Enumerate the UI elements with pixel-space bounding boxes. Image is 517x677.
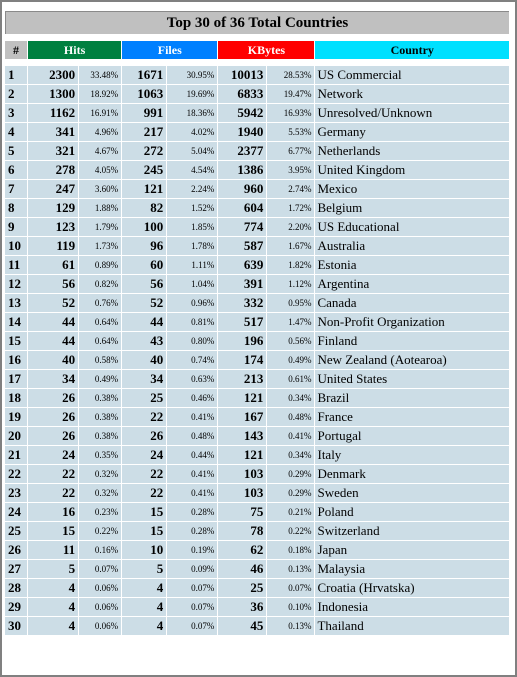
- cell-files-pct: 1.52%: [167, 199, 217, 217]
- cell-files-pct: 0.48%: [167, 427, 217, 445]
- cell-hits-pct: 0.64%: [79, 332, 121, 350]
- cell-hits: 2300: [28, 66, 78, 84]
- cell-kbytes-pct: 19.47%: [267, 85, 314, 103]
- cell-files: 60: [122, 256, 166, 274]
- cell-hits: 44: [28, 313, 78, 331]
- cell-kbytes: 78: [218, 522, 266, 540]
- cell-hits: 34: [28, 370, 78, 388]
- cell-kbytes-pct: 28.53%: [267, 66, 314, 84]
- cell-hits: 56: [28, 275, 78, 293]
- cell-kbytes-pct: 1.72%: [267, 199, 314, 217]
- cell-kbytes-pct: 0.21%: [267, 503, 314, 521]
- cell-files-pct: 1.85%: [167, 218, 217, 236]
- cell-hits-pct: 4.96%: [79, 123, 121, 141]
- cell-kbytes-pct: 5.53%: [267, 123, 314, 141]
- cell-kbytes: 121: [218, 446, 266, 464]
- cell-hits-pct: 4.67%: [79, 142, 121, 160]
- cell-country: Finland: [315, 332, 509, 350]
- cell-kbytes: 25: [218, 579, 266, 597]
- cell-kbytes-pct: 0.48%: [267, 408, 314, 426]
- table-row: [5, 427, 509, 445]
- cell-country: United Kingdom: [315, 161, 509, 179]
- cell-rank: 21: [5, 446, 27, 464]
- cell-hits-pct: 0.58%: [79, 351, 121, 369]
- cell-files: 26: [122, 427, 166, 445]
- cell-hits-pct: 0.07%: [79, 560, 121, 578]
- cell-kbytes: 196: [218, 332, 266, 350]
- cell-files-pct: 1.04%: [167, 275, 217, 293]
- table-row: [5, 256, 509, 274]
- cell-files: 22: [122, 484, 166, 502]
- cell-hits: 61: [28, 256, 78, 274]
- cell-country: Sweden: [315, 484, 509, 502]
- cell-rank: 16: [5, 351, 27, 369]
- cell-kbytes: 6833: [218, 85, 266, 103]
- cell-files: 40: [122, 351, 166, 369]
- cell-country: Italy: [315, 446, 509, 464]
- table-row: [5, 351, 509, 369]
- cell-country: Brazil: [315, 389, 509, 407]
- cell-files-pct: 0.41%: [167, 408, 217, 426]
- cell-files: 56: [122, 275, 166, 293]
- spacer: [5, 60, 509, 65]
- cell-files-pct: 0.19%: [167, 541, 217, 559]
- cell-country: Japan: [315, 541, 509, 559]
- table-row: [5, 579, 509, 597]
- cell-hits-pct: 0.22%: [79, 522, 121, 540]
- cell-rank: 7: [5, 180, 27, 198]
- cell-rank: 19: [5, 408, 27, 426]
- cell-files-pct: 0.46%: [167, 389, 217, 407]
- cell-rank: 8: [5, 199, 27, 217]
- cell-kbytes-pct: 2.74%: [267, 180, 314, 198]
- cell-files: 272: [122, 142, 166, 160]
- cell-rank: 29: [5, 598, 27, 616]
- cell-country: Belgium: [315, 199, 509, 217]
- cell-files-pct: 0.28%: [167, 503, 217, 521]
- cell-files: 15: [122, 522, 166, 540]
- cell-hits-pct: 0.32%: [79, 465, 121, 483]
- cell-kbytes: 143: [218, 427, 266, 445]
- cell-kbytes: 45: [218, 617, 266, 635]
- cell-kbytes-pct: 3.95%: [267, 161, 314, 179]
- cell-files: 24: [122, 446, 166, 464]
- cell-country: Canada: [315, 294, 509, 312]
- cell-country: Poland: [315, 503, 509, 521]
- cell-kbytes-pct: 0.13%: [267, 560, 314, 578]
- cell-hits: 44: [28, 332, 78, 350]
- table-row: [5, 275, 509, 293]
- cell-kbytes-pct: 0.34%: [267, 389, 314, 407]
- cell-kbytes: 46: [218, 560, 266, 578]
- cell-kbytes: 62: [218, 541, 266, 559]
- cell-hits: 22: [28, 465, 78, 483]
- cell-rank: 1: [5, 66, 27, 84]
- table-row: [5, 332, 509, 350]
- cell-country: US Educational: [315, 218, 509, 236]
- cell-files: 22: [122, 408, 166, 426]
- cell-hits: 123: [28, 218, 78, 236]
- table-row: [5, 484, 509, 502]
- table-row: [5, 294, 509, 312]
- cell-kbytes: 2377: [218, 142, 266, 160]
- cell-country: Portugal: [315, 427, 509, 445]
- cell-hits-pct: 1.79%: [79, 218, 121, 236]
- cell-files-pct: 30.95%: [167, 66, 217, 84]
- cell-kbytes-pct: 0.61%: [267, 370, 314, 388]
- table-row: [5, 389, 509, 407]
- cell-rank: 5: [5, 142, 27, 160]
- table-row: [5, 617, 509, 635]
- cell-files: 52: [122, 294, 166, 312]
- table-row: [5, 446, 509, 464]
- cell-kbytes-pct: 16.93%: [267, 104, 314, 122]
- cell-kbytes: 103: [218, 484, 266, 502]
- cell-kbytes-pct: 0.95%: [267, 294, 314, 312]
- cell-kbytes-pct: 0.10%: [267, 598, 314, 616]
- cell-rank: 28: [5, 579, 27, 597]
- cell-kbytes: 332: [218, 294, 266, 312]
- cell-files-pct: 1.11%: [167, 256, 217, 274]
- cell-files-pct: 0.74%: [167, 351, 217, 369]
- cell-country: Malaysia: [315, 560, 509, 578]
- cell-files-pct: 0.63%: [167, 370, 217, 388]
- cell-kbytes: 391: [218, 275, 266, 293]
- cell-rank: 20: [5, 427, 27, 445]
- cell-kbytes: 103: [218, 465, 266, 483]
- cell-hits: 16: [28, 503, 78, 521]
- cell-hits: 24: [28, 446, 78, 464]
- table-row: [5, 161, 509, 179]
- cell-files: 991: [122, 104, 166, 122]
- cell-hits: 4: [28, 617, 78, 635]
- table-row: [5, 560, 509, 578]
- cell-kbytes: 5942: [218, 104, 266, 122]
- cell-hits: 1300: [28, 85, 78, 103]
- cell-hits: 278: [28, 161, 78, 179]
- cell-country: Australia: [315, 237, 509, 255]
- cell-country: Estonia: [315, 256, 509, 274]
- cell-hits-pct: 0.06%: [79, 598, 121, 616]
- cell-files-pct: 0.41%: [167, 465, 217, 483]
- cell-rank: 12: [5, 275, 27, 293]
- cell-files: 43: [122, 332, 166, 350]
- table-row: [5, 370, 509, 388]
- cell-country: Non-Profit Organization: [315, 313, 509, 331]
- cell-hits-pct: 1.88%: [79, 199, 121, 217]
- cell-rank: 15: [5, 332, 27, 350]
- table-row: [5, 503, 509, 521]
- cell-hits-pct: 0.89%: [79, 256, 121, 274]
- cell-kbytes: 1386: [218, 161, 266, 179]
- cell-kbytes-pct: 0.41%: [267, 427, 314, 445]
- cell-files-pct: 0.07%: [167, 617, 217, 635]
- cell-files-pct: 0.81%: [167, 313, 217, 331]
- cell-country: Netherlands: [315, 142, 509, 160]
- cell-kbytes-pct: 2.20%: [267, 218, 314, 236]
- cell-hits-pct: 0.49%: [79, 370, 121, 388]
- table-row: [5, 465, 509, 483]
- cell-files: 4: [122, 617, 166, 635]
- cell-hits-pct: 4.05%: [79, 161, 121, 179]
- cell-hits: 5: [28, 560, 78, 578]
- cell-country: Croatia (Hrvatska): [315, 579, 509, 597]
- cell-hits-pct: 18.92%: [79, 85, 121, 103]
- cell-hits: 4: [28, 598, 78, 616]
- cell-kbytes: 167: [218, 408, 266, 426]
- cell-kbytes-pct: 0.49%: [267, 351, 314, 369]
- cell-hits: 321: [28, 142, 78, 160]
- cell-hits-pct: 1.73%: [79, 237, 121, 255]
- cell-kbytes-pct: 1.67%: [267, 237, 314, 255]
- cell-hits-pct: 0.64%: [79, 313, 121, 331]
- cell-hits-pct: 0.38%: [79, 427, 121, 445]
- cell-files: 217: [122, 123, 166, 141]
- cell-hits-pct: 0.76%: [79, 294, 121, 312]
- cell-files: 4: [122, 598, 166, 616]
- cell-files: 1671: [122, 66, 166, 84]
- cell-kbytes-pct: 0.07%: [267, 579, 314, 597]
- cell-files-pct: 19.69%: [167, 85, 217, 103]
- cell-hits: 4: [28, 579, 78, 597]
- header-rank: #: [5, 41, 27, 59]
- cell-files: 4: [122, 579, 166, 597]
- cell-files: 10: [122, 541, 166, 559]
- cell-files-pct: 0.96%: [167, 294, 217, 312]
- cell-files-pct: 0.80%: [167, 332, 217, 350]
- cell-kbytes-pct: 0.29%: [267, 465, 314, 483]
- cell-kbytes-pct: 6.77%: [267, 142, 314, 160]
- cell-hits-pct: 0.35%: [79, 446, 121, 464]
- cell-hits: 22: [28, 484, 78, 502]
- cell-hits-pct: 0.38%: [79, 408, 121, 426]
- cell-hits-pct: 16.91%: [79, 104, 121, 122]
- cell-country: Switzerland: [315, 522, 509, 540]
- cell-rank: 23: [5, 484, 27, 502]
- cell-kbytes-pct: 0.29%: [267, 484, 314, 502]
- cell-hits-pct: 0.16%: [79, 541, 121, 559]
- cell-rank: 4: [5, 123, 27, 141]
- table-row: [5, 66, 509, 84]
- cell-kbytes: 1940: [218, 123, 266, 141]
- cell-files: 25: [122, 389, 166, 407]
- cell-hits: 1162: [28, 104, 78, 122]
- header-files: Files: [122, 41, 217, 59]
- countries-table: [4, 10, 510, 636]
- table-row: [5, 85, 509, 103]
- cell-files: 1063: [122, 85, 166, 103]
- cell-files: 5: [122, 560, 166, 578]
- table-row: [5, 598, 509, 616]
- cell-files: 34: [122, 370, 166, 388]
- cell-files: 82: [122, 199, 166, 217]
- cell-hits: 26: [28, 427, 78, 445]
- cell-kbytes-pct: 0.18%: [267, 541, 314, 559]
- cell-country: Network: [315, 85, 509, 103]
- cell-files: 15: [122, 503, 166, 521]
- header-hits: Hits: [28, 41, 121, 59]
- cell-hits: 40: [28, 351, 78, 369]
- cell-country: New Zealand (Aotearoa): [315, 351, 509, 369]
- cell-kbytes: 75: [218, 503, 266, 521]
- cell-country: Indonesia: [315, 598, 509, 616]
- cell-rank: 24: [5, 503, 27, 521]
- header-row: [5, 41, 509, 59]
- cell-kbytes: 774: [218, 218, 266, 236]
- cell-files: 245: [122, 161, 166, 179]
- cell-hits-pct: 0.32%: [79, 484, 121, 502]
- cell-hits: 11: [28, 541, 78, 559]
- cell-rank: 27: [5, 560, 27, 578]
- cell-rank: 25: [5, 522, 27, 540]
- spacer: [5, 35, 509, 40]
- cell-kbytes: 604: [218, 199, 266, 217]
- cell-hits: 119: [28, 237, 78, 255]
- cell-rank: 30: [5, 617, 27, 635]
- cell-kbytes: 587: [218, 237, 266, 255]
- cell-rank: 26: [5, 541, 27, 559]
- cell-rank: 17: [5, 370, 27, 388]
- cell-kbytes: 213: [218, 370, 266, 388]
- cell-files-pct: 0.44%: [167, 446, 217, 464]
- cell-files-pct: 18.36%: [167, 104, 217, 122]
- cell-country: France: [315, 408, 509, 426]
- cell-kbytes: 121: [218, 389, 266, 407]
- cell-files-pct: 0.07%: [167, 579, 217, 597]
- cell-rank: 2: [5, 85, 27, 103]
- cell-files: 100: [122, 218, 166, 236]
- cell-kbytes-pct: 1.12%: [267, 275, 314, 293]
- table-row: [5, 237, 509, 255]
- cell-hits-pct: 3.60%: [79, 180, 121, 198]
- cell-country: Thailand: [315, 617, 509, 635]
- cell-rank: 11: [5, 256, 27, 274]
- cell-files: 96: [122, 237, 166, 255]
- cell-files-pct: 0.09%: [167, 560, 217, 578]
- cell-hits: 341: [28, 123, 78, 141]
- table-row: [5, 199, 509, 217]
- cell-country: Mexico: [315, 180, 509, 198]
- cell-rank: 9: [5, 218, 27, 236]
- cell-rank: 22: [5, 465, 27, 483]
- cell-kbytes-pct: 0.34%: [267, 446, 314, 464]
- table-title: Top 30 of 36 Total Countries: [5, 11, 509, 34]
- cell-kbytes-pct: 1.82%: [267, 256, 314, 274]
- cell-files-pct: 2.24%: [167, 180, 217, 198]
- cell-files-pct: 0.28%: [167, 522, 217, 540]
- cell-kbytes-pct: 0.56%: [267, 332, 314, 350]
- cell-kbytes: 517: [218, 313, 266, 331]
- cell-hits: 129: [28, 199, 78, 217]
- cell-hits-pct: 33.48%: [79, 66, 121, 84]
- header-country: Country: [315, 41, 509, 59]
- cell-kbytes: 960: [218, 180, 266, 198]
- cell-rank: 14: [5, 313, 27, 331]
- cell-files-pct: 4.54%: [167, 161, 217, 179]
- cell-rank: 10: [5, 237, 27, 255]
- cell-country: Unresolved/Unknown: [315, 104, 509, 122]
- table-row: [5, 313, 509, 331]
- cell-hits: 26: [28, 389, 78, 407]
- cell-files-pct: 5.04%: [167, 142, 217, 160]
- cell-kbytes: 10013: [218, 66, 266, 84]
- cell-rank: 6: [5, 161, 27, 179]
- cell-files-pct: 0.41%: [167, 484, 217, 502]
- cell-files-pct: 0.07%: [167, 598, 217, 616]
- table-row: [5, 123, 509, 141]
- cell-rank: 18: [5, 389, 27, 407]
- cell-files-pct: 4.02%: [167, 123, 217, 141]
- cell-country: US Commercial: [315, 66, 509, 84]
- cell-kbytes-pct: 0.22%: [267, 522, 314, 540]
- cell-hits-pct: 0.06%: [79, 617, 121, 635]
- header-kbytes: KBytes: [218, 41, 314, 59]
- cell-country: United States: [315, 370, 509, 388]
- cell-country: Germany: [315, 123, 509, 141]
- cell-country: Denmark: [315, 465, 509, 483]
- cell-files-pct: 1.78%: [167, 237, 217, 255]
- cell-kbytes: 36: [218, 598, 266, 616]
- cell-kbytes-pct: 0.13%: [267, 617, 314, 635]
- cell-country: Argentina: [315, 275, 509, 293]
- cell-files: 44: [122, 313, 166, 331]
- table-row: [5, 218, 509, 236]
- cell-rank: 13: [5, 294, 27, 312]
- cell-kbytes: 174: [218, 351, 266, 369]
- cell-kbytes: 639: [218, 256, 266, 274]
- cell-hits: 26: [28, 408, 78, 426]
- cell-kbytes-pct: 1.47%: [267, 313, 314, 331]
- cell-hits-pct: 0.82%: [79, 275, 121, 293]
- cell-hits: 247: [28, 180, 78, 198]
- table-row: [5, 522, 509, 540]
- cell-files: 22: [122, 465, 166, 483]
- cell-hits: 15: [28, 522, 78, 540]
- cell-hits-pct: 0.06%: [79, 579, 121, 597]
- table-row: [5, 408, 509, 426]
- table-row: [5, 180, 509, 198]
- cell-hits-pct: 0.38%: [79, 389, 121, 407]
- cell-hits: 52: [28, 294, 78, 312]
- table-row: [5, 142, 509, 160]
- cell-hits-pct: 0.23%: [79, 503, 121, 521]
- cell-rank: 3: [5, 104, 27, 122]
- cell-files: 121: [122, 180, 166, 198]
- table-row: [5, 104, 509, 122]
- table-row: [5, 541, 509, 559]
